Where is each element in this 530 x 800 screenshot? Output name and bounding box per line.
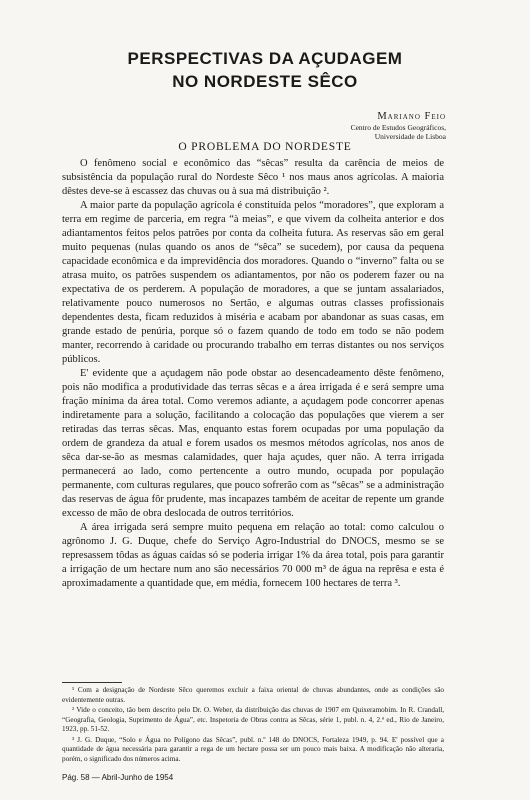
page-footer: Pág. 58 — Abril-Junho de 1954 <box>62 773 174 782</box>
footnote-2: ² Vide o conceito, tão bem descrito pelo Dr. O. Weber, da distribuição das chuvas de 1907 em Quixeramobim. In R. Crandall, “Geografia, Geologia, Suprimento de Água”, etc. Inspetoria de Obras contra as Sêcas, série 1, publ. n. 4, 2.ª ed., Rio de Janeiro, 1923, pp. 51-52. <box>62 706 444 733</box>
footnotes <box>62 686 444 765</box>
author-affiliation <box>246 123 446 141</box>
affiliation-line-2: Universidade de Lisboa <box>374 132 446 141</box>
article-body <box>62 157 444 591</box>
paragraph-1: O fenômeno social e econômico das “sêcas” resulta da carência de meios de subsistência da população rural do Nordeste Sêco ¹ nos maus anos agrícolas. A maioria dêstes deve-se à escassez das chuvas ou à sua má distribuição ². <box>62 158 444 197</box>
paragraph-3: E' evidente que a açudagem não pode obstar ao desencadeamento dêste fenômeno, pois não modifica a produtividade das terras sêcas e a área irrigada é e será sempre uma fração mínima da área total. Como veremos adiante, a açudagem pode concorrer apenas indiretamente para a solução, facilitando a colocação das populações que vierem a ser retiradas das terras sêcas. Mas, enquanto estas forem ocupadas por uma população da ordem de grandeza da atual e forem usados os mesmos métodos agrícolas, nos anos de sêca dar-se-ão as mesmas calamidades, quer haja açudes, quer não. A terra irrigada permanecerá ao lado, como pertencente a outro mundo, ocupada por população permanente, com culturas regulares, que pouco sofrerão com as “sêcas” se a administração das reservas de água fôr prudente, mas incapazes também de aceitar de repente um grande excesso de mão de obra deslocada de outros territórios. <box>62 368 444 519</box>
paragraph-2: A maior parte da população agrícola é constituída pelos “moradores”, que exploram a terra em regime de parceria, em regra “à meias”, e que vivem da colheita anterior e dos adiantamentos feitos pelos patrões por conta da colheita futura. As reservas são em geral muito pequenas (nulas quando os anos de “sêca” se sucedem), por causa da pequena capacidade econômica e da imprevidência dos moradores. Quando o “inverno” falta ou se atrasa muito, os patrões suspendem os adiantamentos, por não os poderem fazer ou na expectativa de os perderem. A população de moradores, a que se juntam assalariados, relativamente pouco numerosos no Sertão, e algumas outras classes profissionais dependentes desta, ficam reduzidos à miséria e acabam por abandonar as suas casas, em grande estado de penúria, porque só o fazem quando de todo em todo se não podem manter, recorrendo à caridade ou procurando trabalho em terras distantes ou nos serviços públicos. <box>62 200 444 365</box>
footnote-1: ¹ Com a designação de Nordeste Sêco queremos excluir a faixa oriental de chuvas abundantes, onde as condições são evidentemente outras. <box>62 686 444 704</box>
section-heading: O PROBLEMA DO NORDESTE <box>178 141 352 153</box>
footnote-divider <box>62 682 122 683</box>
article-title-line-2: NO NORDESTE SÊCO <box>172 72 358 91</box>
author-name: Mariano Feio <box>377 111 446 122</box>
affiliation-line-1: Centro de Estudos Geográficos, <box>350 123 446 132</box>
footnote-3: ³ J. G. Duque, “Solo e Água no Polígono das Sêcas”, publ. n.º 148 do DNOCS, Fortaleza 1949, p. 94. E' possível que a quantidade de água necessária para garantir a rega de um hectare possa ser um pouco mais baixa. A modificação não alteraria, porém, o significado dos números acima. <box>62 735 444 763</box>
article-title-line-1: PERSPECTIVAS DA AÇUDAGEM <box>127 49 403 68</box>
paragraph-4: A área irrigada será sempre muito pequena em relação ao total: como calculou o agrônomo J. G. Duque, chefe do Serviço Agro-Industrial do DNOCS, mesmo se se represassem tôdas as águas caídas só se poderia irrigar 1% da área total, pois para garantir a irrigação de um hectare num ano são necessários 70 000 m³ de água na reprêsa e esta é aproximadamente a quantidade que, em média, fornecem 100 hectares de terra ³. <box>62 522 444 589</box>
